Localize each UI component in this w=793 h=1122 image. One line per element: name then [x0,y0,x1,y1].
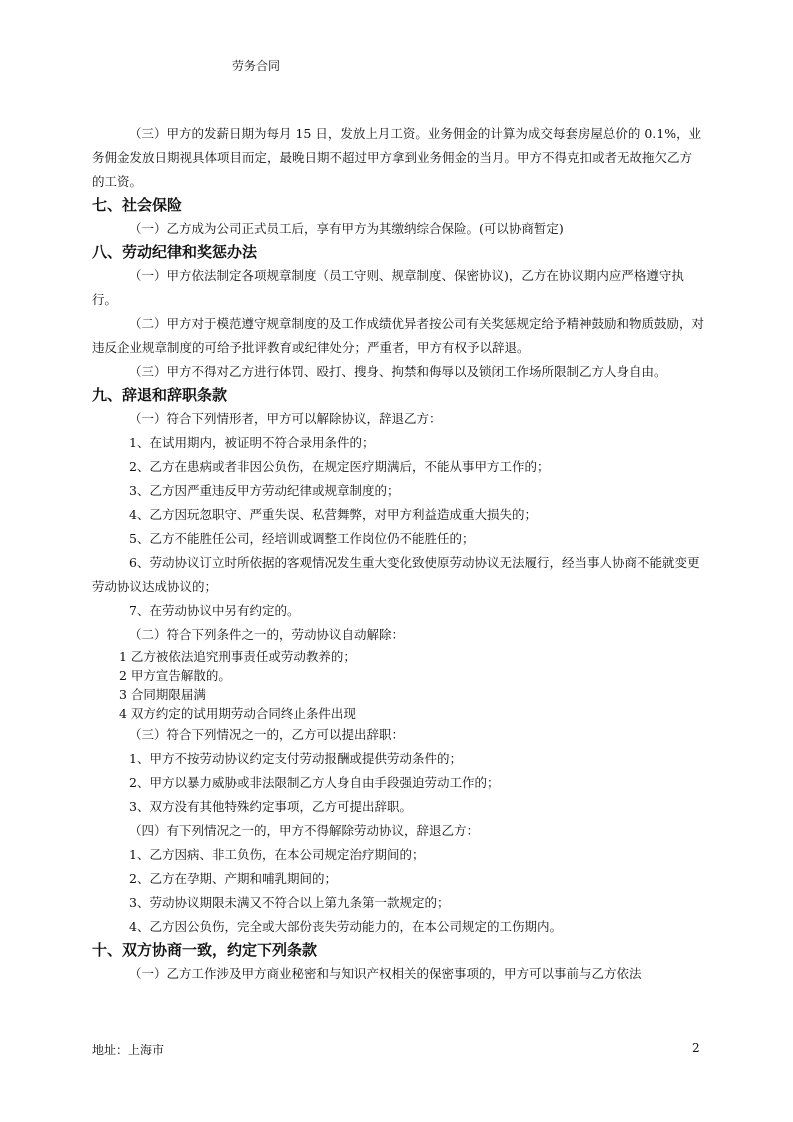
paragraph: 3、劳动协议期限未满又不符合以上第九条第一款规定的； [129,895,450,910]
paragraph: （四）有下列情况之一的，甲方不得解除劳动协议，辞退乙方： [129,823,480,838]
paragraph: 2、乙方在孕期、产期和哺乳期间的； [129,871,337,886]
paragraph: （一）符合下列情形者，甲方可以解除协议，辞退乙方： [129,411,442,426]
paragraph: 1、甲方不按劳动协议约定支付劳动报酬或提供劳动条件的； [129,751,462,766]
paragraph: 4、乙方因公负伤，完全或大部份丧失劳动能力的，在本公司规定的工伤期内。 [129,919,562,934]
paragraph: 4、乙方因玩忽职守、严重失误、私营舞弊，对甲方利益造成重大损失的； [129,507,537,522]
paragraph: 3 合同期限届满 [119,687,206,702]
paragraph: （一）乙方工作涉及甲方商业秘密和与知识产权相关的保密事项的，甲方可以事前与乙方依法 [129,966,642,981]
paragraph: 5、乙方不能胜任公司，经培训或调整工作岗位仍不能胜任的； [129,531,475,546]
paragraph: （三）甲方不得对乙方进行体罚、殴打、搜身、拘禁和侮辱以及锁闭工作场所限制乙方人身自由。 [129,364,667,379]
paragraph: 1、乙方因病、非工负伤，在本公司规定治疗期间的； [129,847,425,862]
section-heading: 八、劳动纪律和奖惩办法 [92,243,258,261]
paragraph: 3、乙方因严重违反甲方劳动纪律或规章制度的； [129,483,400,498]
footer-address: 地址：上海市 [92,1043,165,1057]
section-heading: 七、社会保险 [92,196,183,214]
paragraph: （三）符合下列情况之一的，乙方可以提出辞职： [129,727,405,742]
section-heading: 十、双方协商一致，约定下列条款 [92,941,318,959]
paragraph: （一）甲方依法制定各项规章制度（员工守则、规章制度、保密协议)，乙方在协议期内应严格遵守执行。 [92,268,684,307]
page-number: 2 [692,1041,700,1055]
paragraph: 3、双方没有其他特殊约定事项，乙方可提出辞职。 [129,799,412,814]
paragraph: 1、在试用期内，被证明不符合录用条件的； [129,435,375,450]
paragraph: 2 甲方宣告解散的。 [119,668,231,683]
paragraph: （二）符合下列条件之一的，劳动协议自动解除： [129,627,405,642]
running-header: 劳务合同 [232,59,281,73]
section-heading: 九、辞退和辞职条款 [92,386,228,404]
document-body [92,122,704,986]
paragraph: （一）乙方成为公司正式员工后，享有甲方为其缴纳综合保险。(可以协商暂定) [129,221,564,236]
paragraph: （三）甲方的发薪日期为每月 15 日，发放上月工资。业务佣金的计算为成交每套房屋总价的 0.1%，业务佣金发放日期视具体项目而定，最晚日期不超过甲方拿到业务佣金的当月。甲方不得克扣或者无故拖欠乙方的工资。 [92,126,702,189]
paragraph: 2、甲方以暴力威胁或非法限制乙方人身自由手段强迫劳动工作的； [129,775,500,790]
paragraph: （二）甲方对于模范遵守规章制度的及工作成绩优异者按公司有关奖惩规定给予精神鼓励和物质鼓励，对违反企业规章制度的可给予批评教育或纪律处分；严重者，甲方有权予以辞退。 [92,316,705,355]
paragraph: 7、在劳动协议中另有约定的。 [129,603,300,618]
paragraph: 6、劳动协议订立时所依据的客观情况发生重大变化致使原劳动协议无法履行，经当事人协商不能就变更劳动协议达成协议的； [92,555,700,594]
paragraph: 1 乙方被依法追究刑事责任或劳动教养的； [119,649,356,664]
paragraph: 4 双方约定的试用期劳动合同终止条件出现 [119,706,356,721]
paragraph: 2、乙方在患病或者非因公负伤，在规定医疗期满后，不能从事甲方工作的； [129,459,550,474]
